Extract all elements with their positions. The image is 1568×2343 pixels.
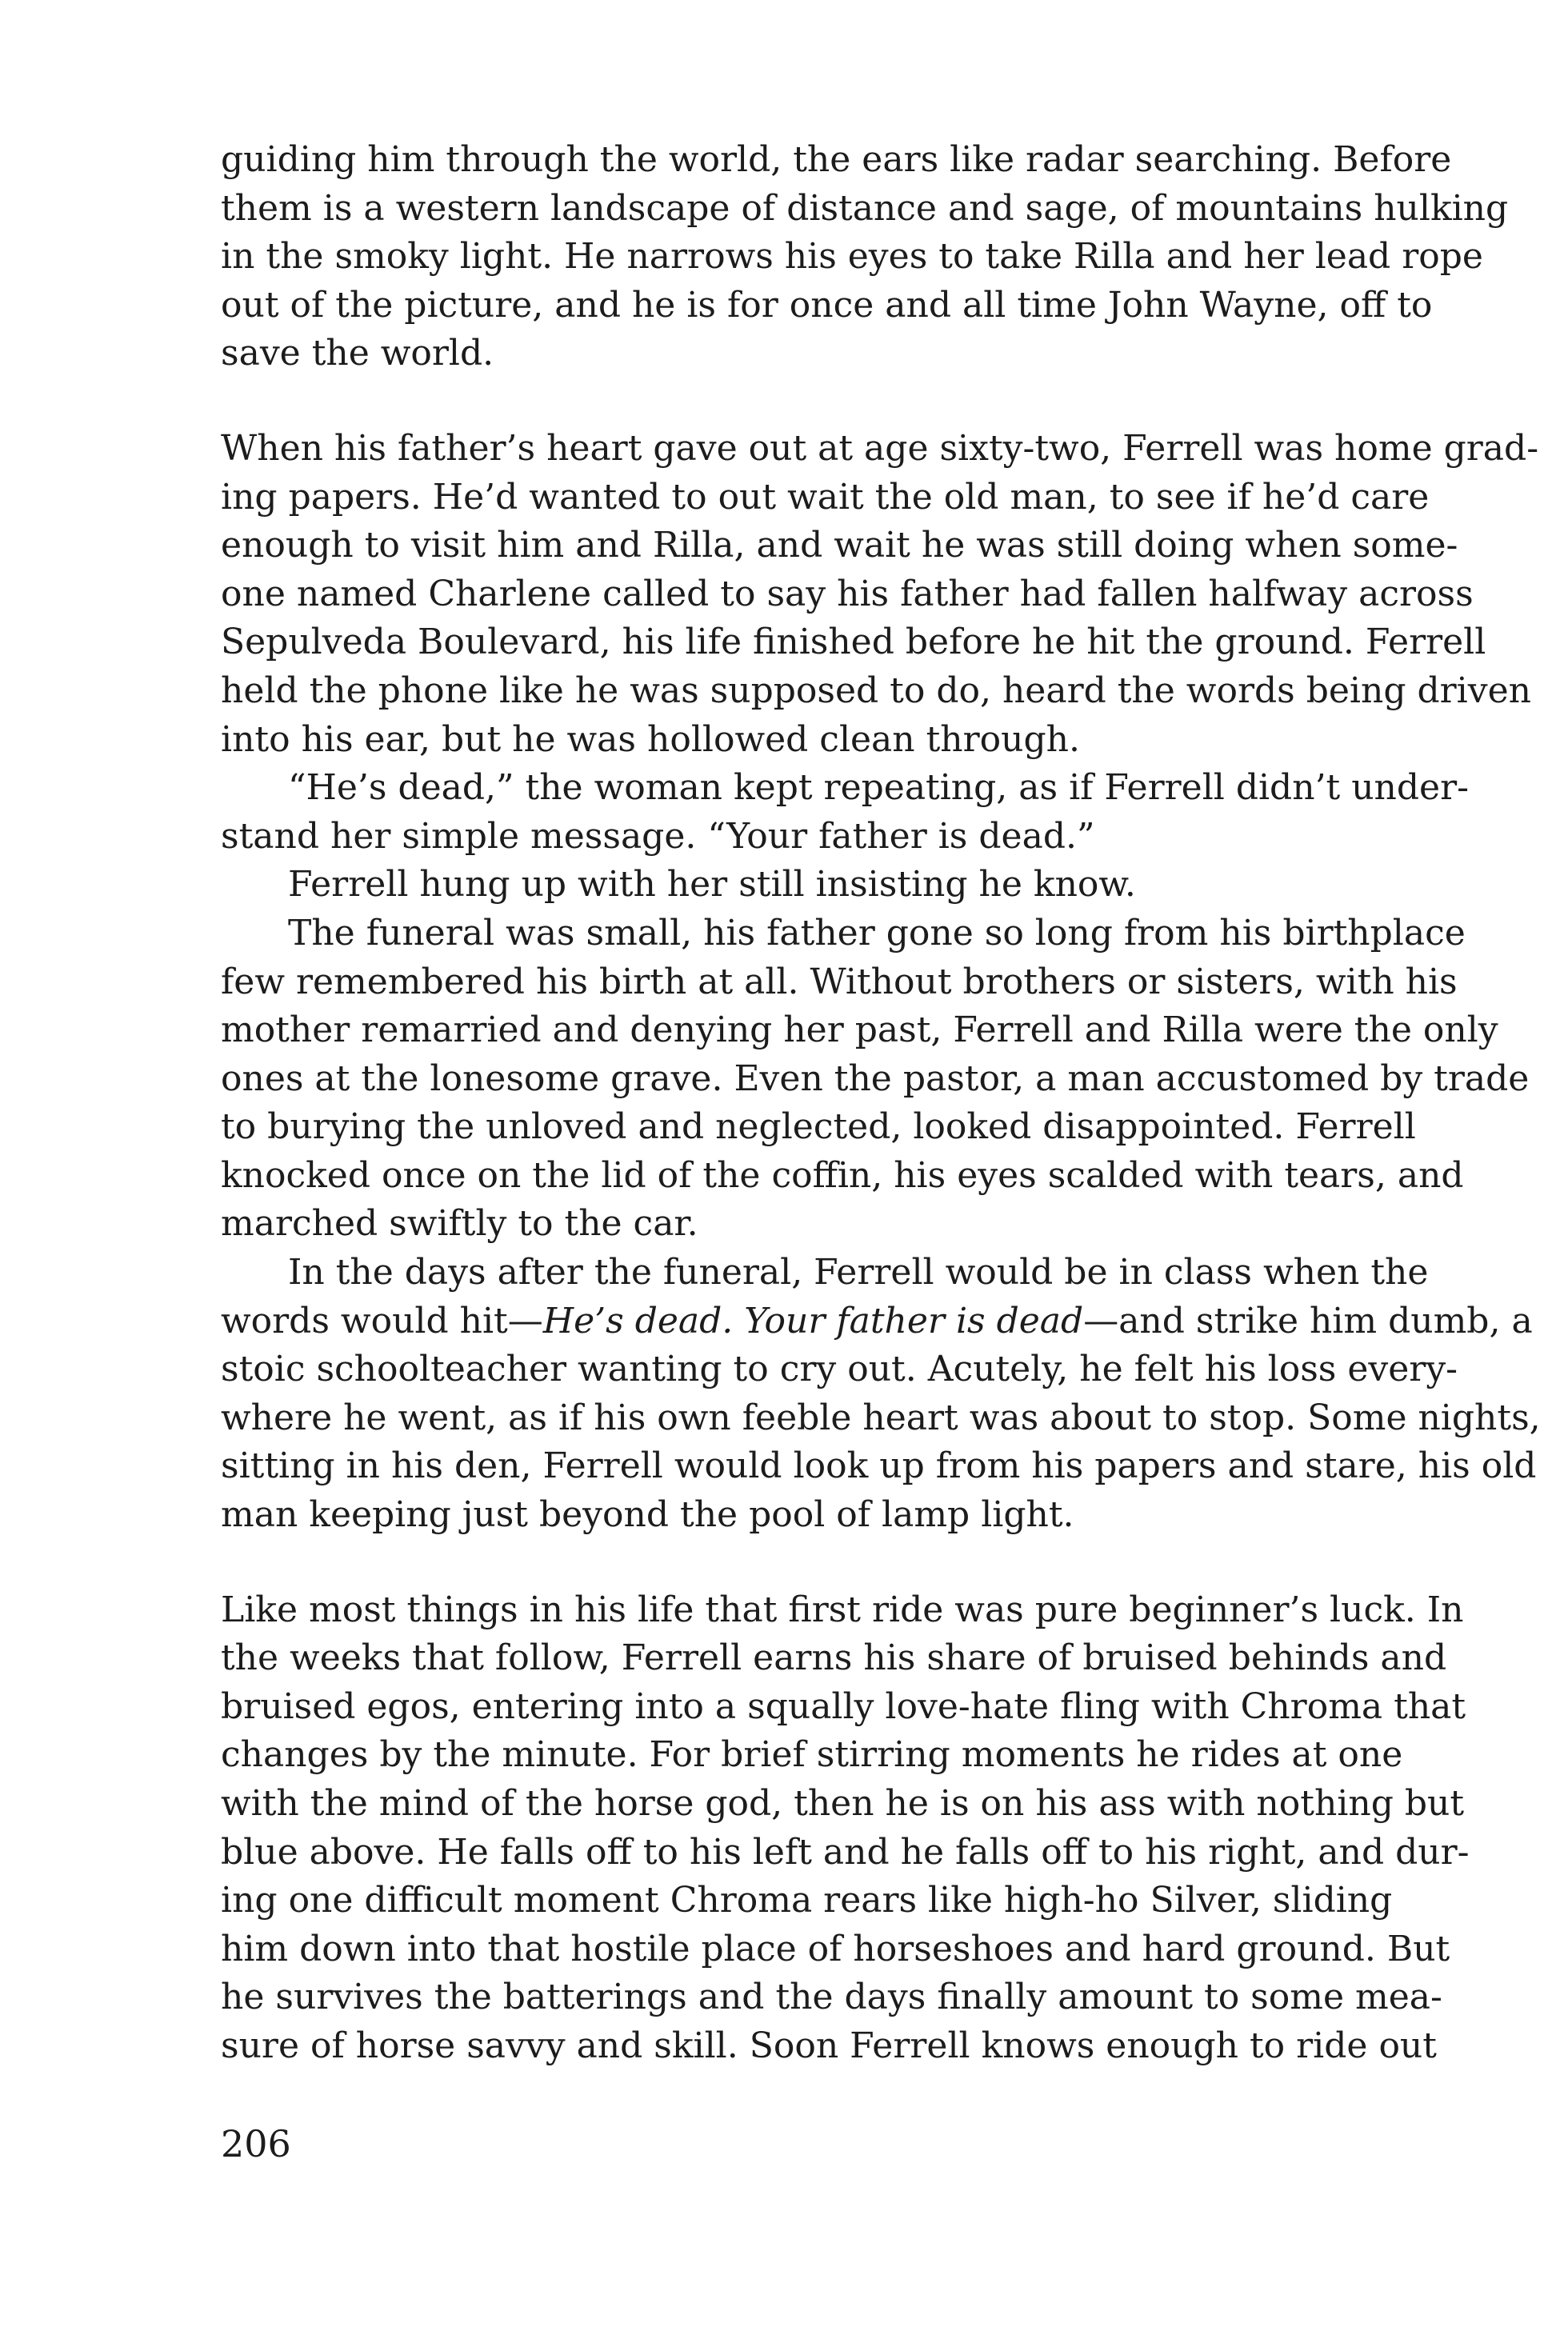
text-line: in the smoky light. He narrows his eyes to take Rilla and her lead rope	[221, 236, 1483, 278]
text-line: stand her simple message. “Your father is dead.”	[221, 815, 1095, 857]
text-line: When his father’s heart gave out at age sixty-two, Ferrell was home grad-	[221, 427, 1539, 469]
page-number: 206	[221, 2122, 291, 2165]
text-line: blue above. He falls off to his left and he falls off to his right, and dur-	[221, 1831, 1470, 1873]
text-section	[221, 1586, 1470, 2071]
text-line: few remembered his birth at all. Without brothers or sisters, with his	[221, 961, 1458, 1002]
text-line: In the days after the funeral, Ferrell would be in class when the	[288, 1252, 1429, 1293]
text-line: enough to visit him and Rilla, and wait he was still doing when some-	[221, 525, 1458, 566]
text-line: save the world.	[221, 333, 494, 374]
text-line: guiding him through the world, the ears like radar searching. Before	[221, 139, 1452, 180]
text-line: Ferrell hung up with her still insisting he know.	[288, 864, 1136, 906]
text-line: sure of horse savvy and skill. Soon Ferrell knows enough to ride out	[221, 2025, 1437, 2066]
text-line: into his ear, but he was hollowed clean through.	[221, 718, 1080, 760]
page-body	[221, 136, 1541, 2071]
text-line: Like most things in his life that first ride was pure beginner’s luck. In	[221, 1589, 1464, 1630]
text-line: The funeral was small, his father gone so long from his birthplace	[288, 912, 1466, 954]
text-line: ing one difficult moment Chroma rears like high-ho Silver, sliding	[221, 1880, 1393, 1921]
text-line	[221, 1297, 1533, 1346]
text-line: held the phone like he was supposed to do, heard the words being driven	[221, 670, 1531, 711]
text-line: “He’s dead,” the woman kept repeating, as if Ferrell didn’t under-	[288, 767, 1469, 809]
text-line: the weeks that follow, Ferrell earns his share of bruised behinds and	[221, 1637, 1447, 1679]
text-line: to burying the unloved and neglected, looked disappointed. Ferrell	[221, 1106, 1416, 1148]
text-line: out of the picture, and he is for once and all time John Wayne, off to	[221, 284, 1433, 326]
text-line: bruised egos, entering into a squally love-hate fling with Chroma that	[221, 1685, 1466, 1727]
text-line: with the mind of the horse god, then he is on his ass with nothing but	[221, 1783, 1465, 1824]
text-line: marched swiftly to the car.	[221, 1203, 698, 1245]
text-line: Sepulveda Boulevard, his life finished before he hit the ground. Ferrell	[221, 622, 1486, 663]
text-line: mother remarried and denying her past, Ferrell and Rilla were the only	[221, 1010, 1498, 1051]
text-line: one named Charlene called to say his father had fallen halfway across	[221, 573, 1474, 614]
text-section	[221, 136, 1509, 378]
section-break	[221, 1540, 1357, 1586]
text-line: sitting in his den, Ferrell would look up from his papers and stare, his old	[221, 1445, 1537, 1487]
text-section	[221, 425, 1541, 1540]
text-line: where he went, as if his own feeble heart was about to stop. Some nights,	[221, 1397, 1541, 1438]
text-segment: words would hit—	[221, 1300, 543, 1341]
book-page	[221, 136, 1541, 2184]
text-line: him down into that hostile place of horseshoes and hard ground. But	[221, 1928, 1450, 1969]
text-line: them is a western landscape of distance and sage, of mountains hulking	[221, 187, 1509, 229]
text-line: he survives the batterings and the days finally amount to some mea-	[221, 1977, 1442, 2018]
section-break	[221, 378, 1357, 425]
text-line: knocked once on the lid of the coffin, his eyes scalded with tears, and	[221, 1154, 1464, 1196]
text-segment: —and strike him dumb, a	[1083, 1300, 1533, 1341]
text-line: ones at the lonesome grave. Even the pastor, a man accustomed by trade	[221, 1058, 1530, 1099]
italic-phrase: He’s dead. Your father is dead	[542, 1300, 1084, 1341]
text-line: ing papers. He’d wanted to out wait the old man, to see if he’d care	[221, 476, 1430, 518]
text-line: changes by the minute. For brief stirring moments he rides at one	[221, 1734, 1403, 1776]
text-line: stoic schoolteacher wanting to cry out. Acutely, he felt his loss every-	[221, 1349, 1458, 1390]
text-line: man keeping just beyond the pool of lamp light.	[221, 1494, 1074, 1536]
